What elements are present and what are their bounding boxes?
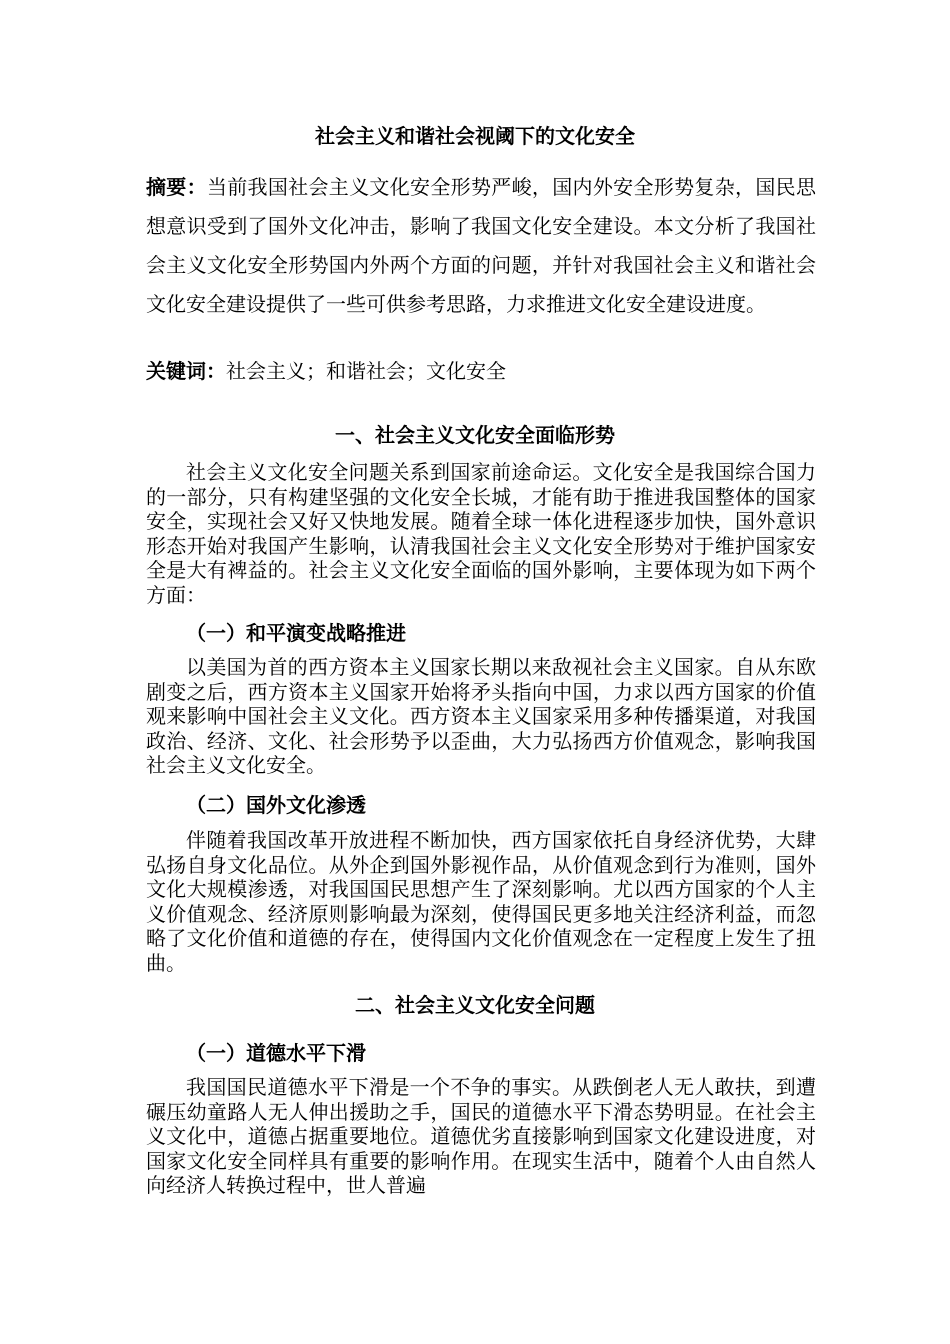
section-1-sub-1-paragraph: 以美国为首的西方资本主义国家长期以来敌视社会主义国家。自从东欧剧变之后，西方资本主义国家开始将矛头指向中国，力求以西方国家的价值观来影响中国社会主义文化。西方资本主义国家采用多种传播渠道，对我国政治、经济、文化、社会形势予以歪曲，大力弘扬西方价值观念，影响我国社会主义文化安全。 [146,655,816,777]
document-title: 社会主义和谐社会视阈下的文化安全 [315,124,635,148]
abstract-text: 当前我国社会主义文化安全形势严峻，国内外安全形势复杂，国民思想意识受到了国外文化冲击，影响了我国文化安全建设。本文分析了我国社会主义文化安全形势国内外两个方面的问题，并针对我国社会主义和谐社会文化安全建设提供了一些可供参考思路，力求推进文化安全建设进度。 [146,175,816,316]
keywords-line [146,356,816,386]
abstract-label: 摘要： [146,175,207,199]
section-1-sub-2-heading: （二）国外文化渗透 [186,793,366,817]
section-2-sub-1-paragraph: 我国国民道德水平下滑是一个不争的事实。从跌倒老人无人敢扶，到遭碾压幼童路人无人伸出援助之手，国民的道德水平下滑态势明显。在社会主义文化中，道德占据重要地位。道德优劣直接影响到国家文化建设进度，对国家文化安全同样具有重要的影响作用。在现实生活中，随着个人由自然人向经济人转换过程中，世人普遍 [146,1075,816,1197]
section-2-sub-1-heading: （一）道德水平下滑 [186,1041,366,1065]
keywords-label: 关键词： [146,359,226,383]
section-1-sub-2-paragraph: 伴随着我国改革开放进程不断加快，西方国家依托自身经济优势，大肆弘扬自身文化品位。从外企到国外影视作品，从价值观念到行为准则，国外文化大规模渗透，对我国国民思想产生了深刻影响。尤以西方国家的个人主义价值观念、经济原则影响最为深刻，使得国民更多地关注经济利益，而忽略了文化价值和道德的存在，使得国内文化价值观念在一定程度上发生了扭曲。 [146,828,816,975]
section-1-heading: 一、社会主义文化安全面临形势 [335,423,615,447]
section-1-sub-1-heading: （一）和平演变战略推进 [186,621,406,645]
keywords-text: 社会主义；和谐社会；文化安全 [226,359,506,383]
abstract-paragraph [146,168,816,324]
section-2-heading: 二、社会主义文化安全问题 [355,993,595,1017]
section-1-intro-paragraph: 社会主义文化安全问题关系到国家前途命运。文化安全是我国综合国力的一部分，只有构建坚强的文化安全长城，才能有助于推进我国整体的国家安全，实现社会又好又快地发展。随着全球一体化进程逐步加快，国外意识形态开始对我国产生影响，认清我国社会主义文化安全形势对于维护国家安全是大有裨益的。社会主义文化安全面临的国外影响，主要体现为如下两个方面： [146,460,816,607]
